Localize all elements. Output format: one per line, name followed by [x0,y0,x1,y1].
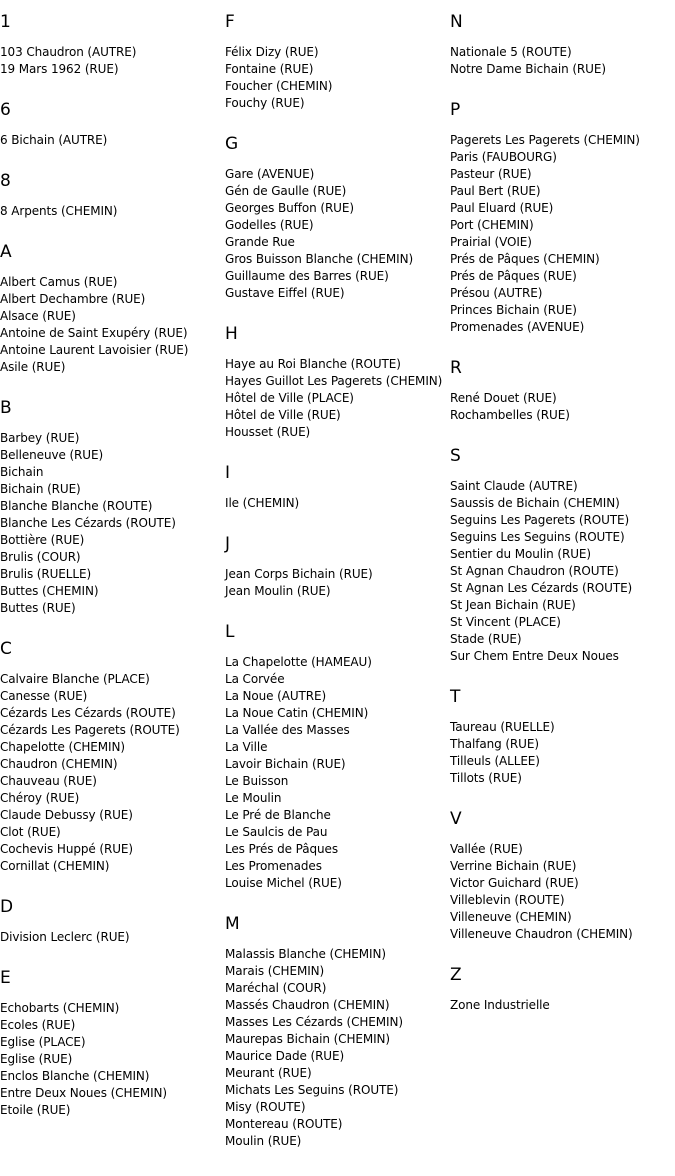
street-link[interactable]: Chaudron (CHEMIN) [0,757,118,771]
street-link[interactable]: 103 Chaudron (AUTRE) [0,45,137,59]
letter-heading: B [0,398,12,418]
street-link[interactable]: La Vallée des Masses [225,723,350,737]
street-list [225,44,450,112]
street-link[interactable]: Cézards Les Cézards (ROUTE) [0,706,176,720]
street-link[interactable]: La Noue Catin (CHEMIN) [225,706,369,720]
street-link[interactable]: Massés Chaudron (CHEMIN) [225,998,390,1012]
street-list [450,719,675,787]
street-link[interactable]: Enclos Blanche (CHEMIN) [0,1069,150,1083]
letter-heading: D [0,897,14,917]
street-link[interactable]: Lavoir Bichain (RUE) [225,757,346,771]
street-link[interactable]: Godelles (RUE) [225,218,314,232]
street-link[interactable]: Antoine Laurent Lavoisier (RUE) [0,343,189,357]
letter-group [0,893,225,946]
letter-group [225,618,450,892]
street-link[interactable]: Seguins Les Pagerets (ROUTE) [450,513,630,527]
street-link[interactable]: Villeneuve (CHEMIN) [450,910,572,924]
letter-group [450,96,675,336]
street-link[interactable]: Hayes Guillot Les Pagerets (CHEMIN) [225,374,443,388]
street-link[interactable]: Maréchal (COUR) [225,981,327,995]
street-link[interactable]: Grande Rue [225,235,295,249]
street-link[interactable]: Chéroy (RUE) [0,791,80,805]
street-link[interactable]: Taureau (RUELLE) [450,720,555,734]
street-link[interactable]: St Agnan Chaudron (ROUTE) [450,564,619,578]
street-list [0,203,225,220]
letter-heading: L [225,622,235,642]
street-list [0,430,225,617]
street-link[interactable]: St Agnan Les Cézards (ROUTE) [450,581,633,595]
letter-group [0,96,225,149]
street-link[interactable]: Princes Bichain (RUE) [450,303,577,317]
index-column-1 [0,8,225,1137]
street-link[interactable]: Victor Guichard (RUE) [450,876,579,890]
street-link[interactable]: Alsace (RUE) [0,309,76,323]
street-link[interactable]: Le Pré de Blanche [225,808,331,822]
letter-heading: 8 [0,171,11,191]
street-link[interactable]: Bichain [0,465,44,479]
letter-group [0,394,225,617]
letter-heading: 6 [0,100,11,120]
index-column-2 [225,8,450,1168]
street-link[interactable]: Rochambelles (RUE) [450,408,570,422]
street-link[interactable]: 8 Arpents (CHEMIN) [0,204,118,218]
letter-heading: V [450,809,462,829]
letter-heading: I [225,463,231,483]
letter-group [225,459,450,512]
street-link[interactable]: Villeblevin (ROUTE) [450,893,565,907]
street-link[interactable]: Moulin (RUE) [225,1134,302,1148]
letter-heading: J [225,534,231,554]
street-link[interactable]: Blanche Les Cézards (ROUTE) [0,516,176,530]
street-link[interactable]: Entre Deux Noues (CHEMIN) [0,1086,167,1100]
street-link[interactable]: Calvaire Blanche (PLACE) [0,672,150,686]
street-link[interactable]: Maurice Dade (RUE) [225,1049,345,1063]
street-link[interactable]: Zone Industrielle [450,998,550,1012]
street-link[interactable]: Blanche Blanche (ROUTE) [0,499,153,513]
street-list [450,132,675,336]
letter-heading: H [225,324,238,344]
street-link[interactable]: Gustave Eiffel (RUE) [225,286,345,300]
letter-heading: E [0,968,11,988]
street-list [0,671,225,875]
street-link[interactable]: Stade (RUE) [450,632,522,646]
street-link[interactable]: Tilleuls (ALLEE) [450,754,540,768]
street-link[interactable]: Félix Dizy (RUE) [225,45,319,59]
street-link[interactable]: Paris (FAUBOURG) [450,150,557,164]
street-link[interactable]: Meurant (RUE) [225,1066,312,1080]
street-link[interactable]: Le Saulcis de Pau [225,825,328,839]
street-link[interactable]: Fouchy (RUE) [225,96,305,110]
letter-group [0,8,225,78]
street-link[interactable]: Les Prés de Pâques [225,842,338,856]
letter-heading: T [450,687,461,707]
street-link[interactable]: Eglise (RUE) [0,1052,73,1066]
letter-group [225,530,450,600]
street-link[interactable]: La Chapelotte (HAMEAU) [225,655,372,669]
street-link[interactable]: Chauveau (RUE) [0,774,97,788]
street-link[interactable]: Prés de Pâques (RUE) [450,269,577,283]
letter-heading: N [450,12,463,32]
letter-group [450,683,675,787]
letter-group [450,442,675,665]
street-link[interactable]: Hôtel de Ville (PLACE) [225,391,354,405]
street-link[interactable]: Prairial (VOIE) [450,235,532,249]
letter-group [450,354,675,424]
street-link[interactable]: Buttes (CHEMIN) [0,584,99,598]
street-link[interactable]: Misy (ROUTE) [225,1100,306,1114]
street-link[interactable]: St Jean Bichain (RUE) [450,598,576,612]
street-link[interactable]: Clot (RUE) [0,825,61,839]
street-link[interactable]: Asile (RUE) [0,360,66,374]
letter-group [225,130,450,302]
street-link[interactable]: Antoine de Saint Exupéry (RUE) [0,326,188,340]
street-list [225,356,450,441]
letter-group [225,910,450,1150]
street-link[interactable]: Le Moulin [225,791,282,805]
street-list [450,478,675,665]
street-list [450,841,675,943]
street-link[interactable]: Malassis Blanche (CHEMIN) [225,947,386,961]
letter-group [450,8,675,78]
street-list [0,274,225,376]
street-link[interactable]: Gén de Gaulle (RUE) [225,184,347,198]
street-link[interactable]: Verrine Bichain (RUE) [450,859,577,873]
street-link[interactable]: Port (CHEMIN) [450,218,534,232]
letter-heading: A [0,242,12,262]
letter-heading: R [450,358,462,378]
street-link[interactable]: Chapelotte (CHEMIN) [0,740,125,754]
street-link[interactable]: Seguins Les Seguins (ROUTE) [450,530,625,544]
street-list [0,44,225,78]
street-link[interactable]: Hôtel de Ville (RUE) [225,408,341,422]
street-list [0,1000,225,1119]
street-list [450,390,675,424]
letter-group [450,805,675,943]
letter-heading: F [225,12,235,32]
street-link[interactable]: Fontaine (RUE) [225,62,314,76]
letter-group [225,320,450,441]
street-link[interactable]: Barbey (RUE) [0,431,80,445]
street-list [0,132,225,149]
letter-heading: M [225,914,240,934]
street-link[interactable]: Ecoles (RUE) [0,1018,76,1032]
street-link[interactable]: Belleneuve (RUE) [0,448,104,462]
street-link[interactable]: Etoile (RUE) [0,1103,71,1117]
street-link[interactable]: Division Leclerc (RUE) [0,930,130,944]
street-link[interactable]: Albert Dechambre (RUE) [0,292,146,306]
street-link[interactable]: St Vincent (PLACE) [450,615,561,629]
letter-group [450,961,675,1014]
street-link[interactable]: Sentier du Moulin (RUE) [450,547,591,561]
street-link[interactable]: Cézards Les Pagerets (ROUTE) [0,723,180,737]
letter-heading: P [450,100,461,120]
letter-group [0,635,225,875]
street-link[interactable]: Echobarts (CHEMIN) [0,1001,120,1015]
street-list [225,946,450,1150]
street-link[interactable]: Jean Corps Bichain (RUE) [225,567,373,581]
letter-heading: C [0,639,12,659]
street-link[interactable]: Albert Camus (RUE) [0,275,118,289]
street-list [450,44,675,78]
street-link[interactable]: René Douet (RUE) [450,391,557,405]
letter-group [0,238,225,376]
letter-heading: Z [450,965,462,985]
street-link[interactable]: Montereau (ROUTE) [225,1117,343,1131]
street-link[interactable]: La Noue (AUTRE) [225,689,327,703]
street-link[interactable]: Les Promenades [225,859,322,873]
street-link[interactable]: Cornillat (CHEMIN) [0,859,110,873]
street-link[interactable]: Pasteur (RUE) [450,167,532,181]
street-link[interactable]: Paul Bert (RUE) [450,184,541,198]
street-link[interactable]: 19 Mars 1962 (RUE) [0,62,119,76]
street-link[interactable]: La Corvée [225,672,285,686]
street-link[interactable]: Prés de Pâques (CHEMIN) [450,252,600,266]
street-link[interactable]: Louise Michel (RUE) [225,876,342,890]
street-link[interactable]: Jean Moulin (RUE) [225,584,331,598]
letter-heading: G [225,134,239,154]
street-link[interactable]: Présou (AUTRE) [450,286,543,300]
street-link[interactable]: Claude Debussy (RUE) [0,808,133,822]
street-link[interactable]: 6 Bichain (AUTRE) [0,133,108,147]
street-link[interactable]: Maurepas Bichain (CHEMIN) [225,1032,390,1046]
street-link[interactable]: Villeneuve Chaudron (CHEMIN) [450,927,633,941]
street-link[interactable]: Gros Buisson Blanche (CHEMIN) [225,252,414,266]
street-link[interactable]: Sur Chem Entre Deux Noues [450,649,619,663]
street-list [0,929,225,946]
street-link[interactable]: La Ville [225,740,268,754]
street-link[interactable]: Haye au Roi Blanche (ROUTE) [225,357,401,371]
street-list [225,495,450,512]
street-link[interactable]: Buttes (RUE) [0,601,76,615]
street-link[interactable]: Tillots (RUE) [450,771,522,785]
street-link[interactable]: Saussis de Bichain (CHEMIN) [450,496,620,510]
street-link[interactable]: Michats Les Seguins (ROUTE) [225,1083,399,1097]
street-link[interactable]: Le Buisson [225,774,289,788]
letter-heading: 1 [0,12,11,32]
street-link[interactable]: Nationale 5 (ROUTE) [450,45,572,59]
letter-group [0,964,225,1119]
street-link[interactable]: Gare (AVENUE) [225,167,315,181]
street-link[interactable]: Thalfang (RUE) [450,737,539,751]
street-link[interactable]: Canesse (RUE) [0,689,88,703]
street-link[interactable]: Vallée (RUE) [450,842,523,856]
letter-group [0,167,225,220]
street-link[interactable]: Bichain (RUE) [0,482,81,496]
street-link[interactable]: Bottière (RUE) [0,533,85,547]
street-list [225,166,450,302]
letter-heading: S [450,446,461,466]
street-link[interactable]: Saint Claude (AUTRE) [450,479,578,493]
street-list [450,997,675,1014]
street-link[interactable]: Ile (CHEMIN) [225,496,300,510]
street-link[interactable]: Pagerets Les Pagerets (CHEMIN) [450,133,640,147]
street-link[interactable]: Housset (RUE) [225,425,311,439]
street-link[interactable]: Paul Eluard (RUE) [450,201,554,215]
street-link[interactable]: Masses Les Cézards (CHEMIN) [225,1015,403,1029]
street-link[interactable]: Foucher (CHEMIN) [225,79,333,93]
index-column-3 [450,8,675,1032]
letter-group [225,8,450,112]
street-link[interactable]: Marais (CHEMIN) [225,964,325,978]
street-link[interactable]: Cochevis Huppé (RUE) [0,842,133,856]
street-list [225,654,450,892]
street-link[interactable]: Brulis (COUR) [0,550,81,564]
street-list [225,566,450,600]
street-link[interactable]: Georges Buffon (RUE) [225,201,354,215]
street-link[interactable]: Guillaume des Barres (RUE) [225,269,389,283]
street-link[interactable]: Brulis (RUELLE) [0,567,92,581]
street-link[interactable]: Notre Dame Bichain (RUE) [450,62,606,76]
street-link[interactable]: Promenades (AVENUE) [450,320,585,334]
street-link[interactable]: Eglise (PLACE) [0,1035,86,1049]
